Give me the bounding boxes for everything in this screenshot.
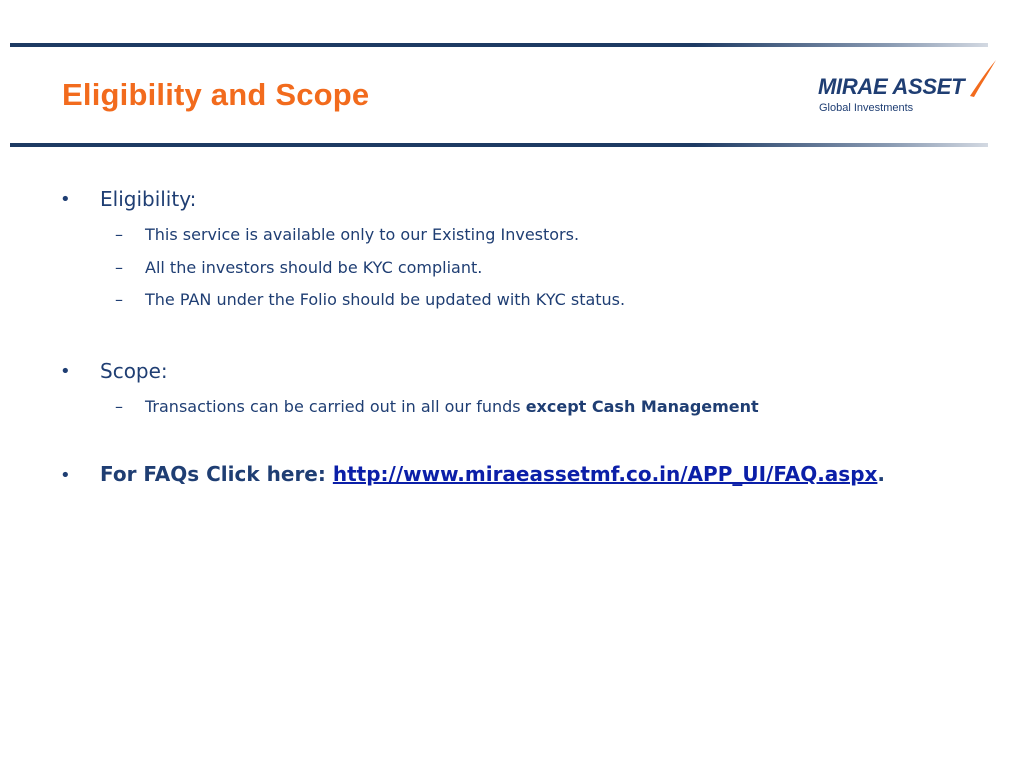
eligibility-heading: Eligibility: [100, 187, 197, 211]
scope-heading: Scope: [100, 359, 168, 383]
scope-item-emphasis: except Cash Management [525, 397, 759, 416]
eligibility-item: This service is available only to our Existing Investors. [145, 225, 580, 244]
logo-tagline: Global Investments [819, 102, 914, 114]
eligibility-item: All the investors should be KYC compliant. [145, 258, 483, 277]
dash-icon: – [115, 397, 123, 416]
scope-item [145, 397, 759, 416]
slide-title: Eligibility and Scope [62, 77, 370, 112]
faq-label: For FAQs Click here: [100, 462, 333, 486]
logo-wordmark: MIRAE ASSET [818, 74, 965, 99]
bullet-icon: • [60, 465, 71, 486]
bullet-icon: • [60, 189, 71, 210]
faq-suffix: . [877, 462, 886, 486]
scope-item-text: Transactions can be carried out in all our funds [145, 397, 526, 416]
dash-icon: – [115, 258, 123, 277]
faq-line [100, 462, 885, 486]
dash-icon: – [115, 225, 123, 244]
eligibility-item: The PAN under the Folio should be updated with KYC status. [145, 290, 626, 309]
dash-icon: – [115, 290, 123, 309]
faq-link[interactable]: http://www.miraeassetmf.co.in/APP_UI/FAQ.aspx [332, 462, 878, 486]
bullet-icon: • [60, 361, 71, 382]
